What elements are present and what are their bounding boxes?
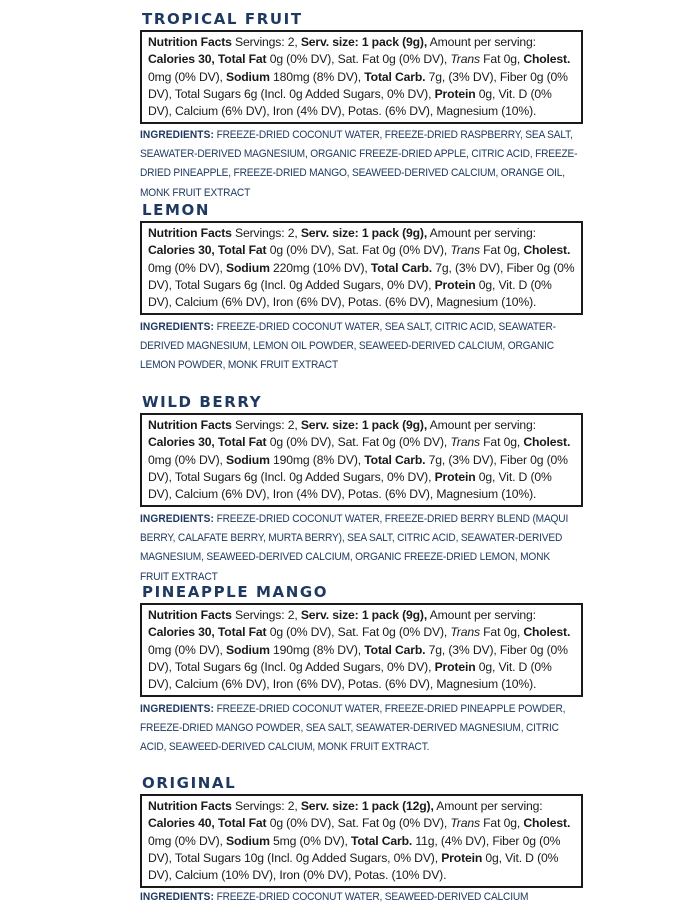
potassium-value: (6% DV), (384, 677, 434, 692)
total-carb-value: 7g, (3% DV), (428, 69, 497, 84)
total-sugars-label: Total Sugars (174, 469, 241, 484)
total-fat-label: Total Fat (217, 435, 267, 450)
vitamin-d-label: Vit. D (505, 850, 534, 865)
fiber-label: Fiber (492, 833, 520, 848)
sat-fat-value: 0g (0% DV), (382, 52, 448, 67)
sodium-label: Sodium (225, 452, 270, 467)
calories-label: Calories (148, 243, 195, 258)
serving-size-label: Serv. size: (300, 608, 359, 622)
total-carb-label: Total Carb. (364, 642, 426, 657)
iron-label: Iron (272, 487, 294, 502)
calories-label: Calories (148, 625, 195, 640)
serving-size-label: Serv. size: (300, 226, 359, 240)
nutrition-facts-panel (140, 603, 583, 697)
total-fat-label: Total Fat (217, 625, 267, 640)
sat-fat-label: Sat. Fat (337, 816, 380, 831)
potassium-value: (6% DV), (384, 487, 434, 502)
magnesium-label: Magnesium (436, 295, 498, 310)
fiber-value: 0g (0% DV), (148, 452, 568, 484)
trans-label: Trans (450, 435, 480, 450)
total-carb-value: 7g, (3% DV), (428, 642, 497, 657)
magnesium-label: Magnesium (436, 487, 498, 502)
ingredients-list: FREEZE-DRIED COCONUT WATER, SEA SALT, CITRIC ACID, SEAWATER-DERIVED MAGNESIUM, LEMON OIL POWDER, SEAWEED-DERIVED CALCIUM, ORGANIC LEMON POWDER, MONK FRUIT EXTRACT (140, 321, 556, 372)
trans-label: Trans (450, 52, 480, 67)
potassium-value: (10% DV). (391, 868, 447, 883)
sodium-value: 190mg (8% DV), (273, 452, 362, 467)
trans-label: Trans (450, 625, 480, 640)
trans-fat-value: 0g, (503, 243, 521, 258)
trans-label: Trans (450, 243, 480, 258)
magnesium-label: Magnesium (436, 104, 498, 119)
vitamin-d-value: (0% DV), (148, 86, 552, 119)
sat-fat-label: Sat. Fat (337, 625, 380, 640)
cholesterol-value: 0mg (0% DV), (148, 833, 223, 848)
flavor-title: PINEAPPLE MANGO (142, 583, 329, 601)
ingredients-label: INGREDIENTS: (140, 321, 214, 333)
calcium-label: Calcium (175, 104, 219, 119)
cholesterol-value: 0mg (0% DV), (148, 69, 223, 84)
nutrition-facts-panel (140, 30, 583, 124)
magnesium-value: (10%). (501, 295, 537, 310)
sat-fat-label: Sat. Fat (337, 52, 380, 67)
calories-value: 30, (198, 52, 215, 67)
trans-label: Trans (450, 816, 480, 831)
flavor-title: ORIGINAL (142, 774, 237, 792)
iron-value: (6% DV), (296, 295, 345, 310)
sat-fat-value: 0g (0% DV), (382, 625, 448, 640)
calcium-label: Calcium (175, 295, 219, 310)
servings-label: Servings: 2, (235, 608, 298, 622)
potassium-label: Potas. (347, 104, 382, 119)
trans-fat-label: Fat (483, 816, 501, 831)
nutrition-facts-heading: Nutrition Facts (148, 799, 232, 813)
ingredients-block (140, 318, 581, 376)
serving-size-value: 1 pack (9g), (361, 35, 428, 49)
ingredients-block (140, 510, 581, 587)
nutrition-facts-panel (140, 794, 583, 888)
sodium-label: Sodium (225, 642, 270, 657)
fiber-label: Fiber (499, 642, 527, 657)
protein-label: Protein (441, 850, 483, 865)
total-sugars-label: Total Sugars (174, 850, 241, 865)
sodium-value: 5mg (0% DV), (273, 833, 348, 848)
servings-label: Servings: 2, (235, 35, 298, 49)
sat-fat-value: 0g (0% DV), (382, 243, 448, 258)
protein-label: Protein (434, 86, 476, 101)
protein-value: 0g, (485, 850, 502, 865)
iron-value: (4% DV), (296, 487, 345, 502)
trans-fat-value: 0g, (503, 625, 521, 640)
total-carb-label: Total Carb. (364, 69, 426, 84)
trans-fat-label: Fat (483, 625, 501, 640)
protein-value: 0g, (478, 659, 496, 674)
total-carb-label: Total Carb. (351, 833, 413, 848)
iron-value: (6% DV), (296, 677, 345, 692)
fiber-value: 0g (0% DV), (148, 833, 561, 865)
calcium-label: Calcium (175, 677, 219, 692)
fiber-value: 0g (0% DV), (148, 642, 568, 674)
vitamin-d-label: Vit. D (498, 277, 528, 292)
serving-size-value: 1 pack (12g), (361, 799, 434, 813)
ingredients-list: FREEZE-DRIED COCONUT WATER, FREEZE-DRIED RASPBERRY, SEA SALT, SEAWATER-DERIVED MAGNESIUM, ORGANIC FREEZE-DRIED APPLE, CITRIC ACID, FREEZE-DRIED PINEAPPLE, FREEZE-DRIED MANGO, SEAWEED-DERIVED CALCIUM, ORANGE OIL, MONK FRUIT EXTRACT (140, 129, 578, 199)
ingredients-list: FREEZE-DRIED COCONUT WATER, FREEZE-DRIED PINEAPPLE POWDER, FREEZE-DRIED MANGO POWDER, SEA SALT, SEAWATER-DERIVED MAGNESIUM, CITRIC ACID, SEAWEED-DERIVED CALCIUM, MONK FRUIT EXTRACT. (140, 703, 566, 754)
sodium-label: Sodium (225, 833, 270, 848)
ingredients-block (140, 126, 581, 203)
serving-size-label: Serv. size: (300, 418, 359, 432)
total-fat-label: Total Fat (217, 816, 267, 831)
potassium-label: Potas. (354, 868, 389, 883)
fiber-label: Fiber (499, 452, 527, 467)
flavor-title: WILD BERRY (142, 393, 263, 411)
protein-value: 0g, (478, 86, 496, 101)
cholesterol-value: 0mg (0% DV), (148, 642, 223, 657)
total-fat-value: 0g (0% DV), (269, 816, 335, 831)
potassium-label: Potas. (347, 487, 382, 502)
ingredients-block (140, 700, 581, 758)
magnesium-value: (10%). (501, 677, 537, 692)
vitamin-d-label: Vit. D (498, 659, 528, 674)
trans-fat-value: 0g, (503, 52, 521, 67)
calories-value: 40, (198, 816, 215, 831)
calcium-label: Calcium (175, 868, 219, 883)
iron-value: (0% DV), (303, 868, 352, 883)
protein-label: Protein (434, 469, 476, 484)
amount-per-serving-label: Amount per serving: (436, 799, 543, 813)
total-carb-label: Total Carb. (364, 452, 426, 467)
trans-fat-value: 0g, (503, 816, 521, 831)
ingredients-label: INGREDIENTS: (140, 513, 214, 525)
calcium-value: (6% DV), (221, 104, 270, 119)
vitamin-d-label: Vit. D (498, 86, 528, 101)
amount-per-serving-label: Amount per serving: (429, 418, 536, 432)
serving-size-value: 1 pack (9g), (361, 608, 428, 622)
serving-size-label: Serv. size: (300, 799, 359, 813)
flavor-title: TROPICAL FRUIT (142, 10, 303, 28)
vitamin-d-value: (0% DV), (148, 659, 552, 692)
total-fat-label: Total Fat (217, 52, 267, 67)
calcium-value: (6% DV), (221, 295, 270, 310)
total-fat-value: 0g (0% DV), (269, 625, 335, 640)
cholesterol-label: Cholest. (523, 243, 571, 258)
potassium-value: (6% DV), (384, 104, 434, 119)
magnesium-label: Magnesium (436, 677, 498, 692)
total-sugars-label: Total Sugars (174, 86, 241, 101)
fiber-label: Fiber (499, 69, 527, 84)
nutrition-facts-heading: Nutrition Facts (148, 226, 232, 240)
ingredients-label: INGREDIENTS: (140, 129, 214, 141)
cholesterol-label: Cholest. (523, 625, 571, 640)
servings-label: Servings: 2, (235, 418, 298, 432)
sodium-value: 190mg (8% DV), (273, 642, 362, 657)
ingredients-block (140, 888, 581, 907)
calcium-value: (10% DV), (221, 868, 277, 883)
calories-label: Calories (148, 52, 195, 67)
cholesterol-label: Cholest. (523, 435, 571, 450)
total-carb-value: 7g, (3% DV), (428, 452, 497, 467)
calories-value: 30, (198, 435, 215, 450)
magnesium-value: (10%). (501, 487, 537, 502)
protein-label: Protein (434, 659, 476, 674)
total-carb-value: 7g, (3% DV), (435, 260, 504, 275)
serving-size-label: Serv. size: (300, 35, 359, 49)
calcium-value: (6% DV), (221, 677, 270, 692)
amount-per-serving-label: Amount per serving: (429, 226, 536, 240)
total-sugars-value: 6g (Incl. 0g Added Sugars, 0% DV), (244, 469, 432, 484)
sodium-label: Sodium (225, 69, 270, 84)
calories-label: Calories (148, 816, 195, 831)
total-fat-value: 0g (0% DV), (269, 435, 335, 450)
total-sugars-value: 6g (Incl. 0g Added Sugars, 0% DV), (244, 659, 432, 674)
protein-value: 0g, (478, 277, 496, 292)
iron-label: Iron (272, 295, 294, 310)
sat-fat-value: 0g (0% DV), (382, 816, 448, 831)
total-fat-label: Total Fat (217, 243, 267, 258)
sodium-label: Sodium (225, 260, 270, 275)
trans-fat-label: Fat (483, 435, 501, 450)
calcium-value: (6% DV), (221, 487, 270, 502)
potassium-value: (6% DV), (384, 295, 434, 310)
cholesterol-value: 0mg (0% DV), (148, 452, 223, 467)
iron-value: (4% DV), (296, 104, 345, 119)
calcium-label: Calcium (175, 487, 219, 502)
nutrition-facts-panel (140, 221, 583, 315)
sodium-value: 220mg (10% DV), (273, 260, 368, 275)
ingredients-list: FREEZE-DRIED COCONUT WATER, FREEZE-DRIED BERRY BLEND (MAQUI BERRY, CALAFATE BERRY, MURTA BERRY), SEA SALT, CITRIC ACID, SEAWATER-DERIVED MAGNESIUM, SEAWEED-DERIVED CALCIUM, ORGANIC FREEZE-DRIED LEMON, MONK FRUIT EXTRACT (140, 513, 569, 583)
fiber-value: 0g (0% DV), (148, 260, 575, 292)
cholesterol-label: Cholest. (523, 52, 571, 67)
flavor-title: LEMON (142, 201, 211, 219)
calories-label: Calories (148, 435, 195, 450)
sat-fat-label: Sat. Fat (337, 435, 380, 450)
vitamin-d-value: (0% DV), (148, 850, 559, 883)
cholesterol-value: 0mg (0% DV), (148, 260, 223, 275)
total-carb-label: Total Carb. (370, 260, 433, 275)
calories-value: 30, (198, 625, 215, 640)
vitamin-d-value: (0% DV), (148, 277, 552, 310)
amount-per-serving-label: Amount per serving: (429, 608, 536, 622)
cholesterol-label: Cholest. (523, 816, 571, 831)
potassium-label: Potas. (347, 677, 382, 692)
total-sugars-value: 6g (Incl. 0g Added Sugars, 0% DV), (244, 277, 432, 292)
trans-fat-label: Fat (483, 243, 501, 258)
iron-label: Iron (272, 104, 294, 119)
vitamin-d-value: (0% DV), (148, 469, 552, 502)
servings-label: Servings: 2, (235, 799, 298, 813)
servings-label: Servings: 2, (235, 226, 298, 240)
ingredients-list: FREEZE-DRIED COCONUT WATER, SEAWEED-DERIVED CALCIUM (216, 891, 529, 903)
fiber-label: Fiber (506, 260, 534, 275)
iron-label: Iron (279, 868, 300, 883)
amount-per-serving-label: Amount per serving: (429, 35, 536, 49)
iron-label: Iron (272, 677, 294, 692)
ingredients-label: INGREDIENTS: (140, 891, 214, 903)
trans-fat-label: Fat (483, 52, 501, 67)
total-carb-value: 11g, (4% DV), (415, 833, 490, 848)
sat-fat-value: 0g (0% DV), (382, 435, 448, 450)
nutrition-facts-panel (140, 413, 583, 507)
sat-fat-label: Sat. Fat (337, 243, 380, 258)
total-fat-value: 0g (0% DV), (269, 243, 335, 258)
total-sugars-label: Total Sugars (174, 659, 241, 674)
serving-size-value: 1 pack (9g), (361, 226, 428, 240)
total-sugars-value: 10g (Incl. 0g Added Sugars, 0% DV), (244, 850, 438, 865)
magnesium-value: (10%). (501, 104, 537, 119)
calories-value: 30, (198, 243, 215, 258)
serving-size-value: 1 pack (9g), (361, 418, 428, 432)
ingredients-label: INGREDIENTS: (140, 703, 214, 715)
total-fat-value: 0g (0% DV), (269, 52, 335, 67)
nutrition-facts-heading: Nutrition Facts (148, 418, 232, 432)
trans-fat-value: 0g, (503, 435, 521, 450)
total-sugars-label: Total Sugars (174, 277, 241, 292)
total-sugars-value: 6g (Incl. 0g Added Sugars, 0% DV), (244, 86, 432, 101)
protein-label: Protein (434, 277, 476, 292)
vitamin-d-label: Vit. D (498, 469, 528, 484)
nutrition-facts-heading: Nutrition Facts (148, 608, 232, 622)
protein-value: 0g, (478, 469, 496, 484)
sodium-value: 180mg (8% DV), (273, 69, 362, 84)
potassium-label: Potas. (347, 295, 382, 310)
nutrition-facts-heading: Nutrition Facts (148, 35, 232, 49)
fiber-value: 0g (0% DV), (148, 69, 568, 101)
